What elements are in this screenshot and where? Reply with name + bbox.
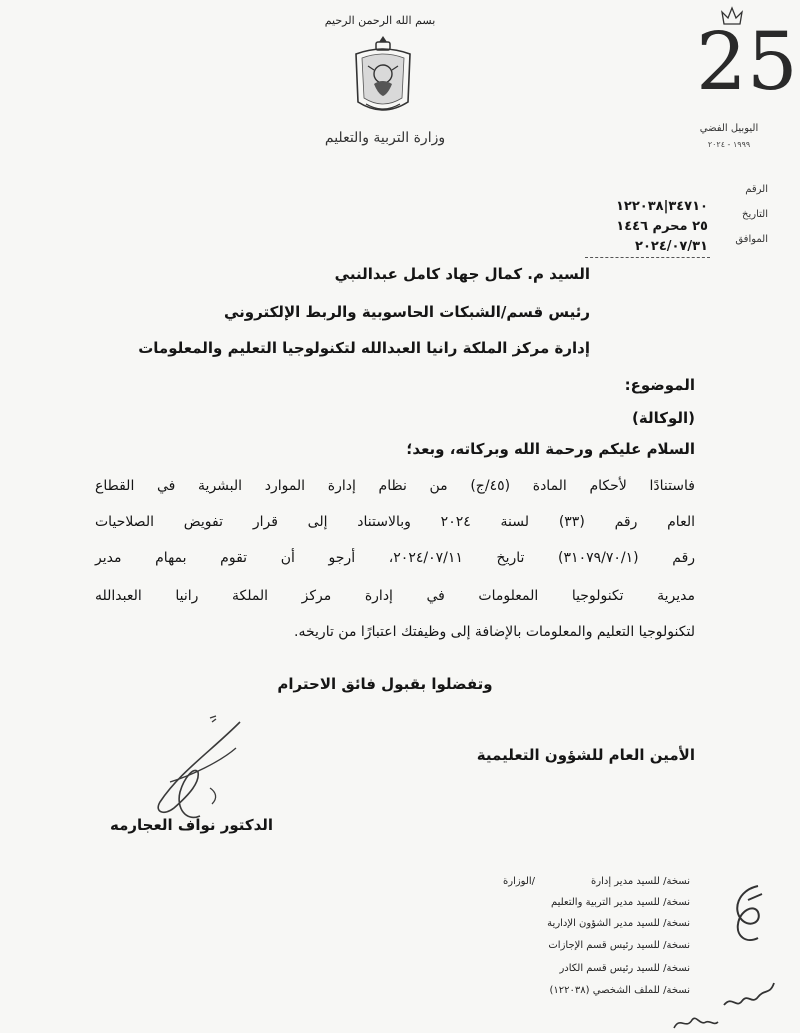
jubilee-years: ١٩٩٩ - ٢٠٢٤ <box>707 140 751 149</box>
addressee-department: إدارة مركز الملكة رانيا العبدالله لتكنولوجيا التعليم والمعلومات <box>138 339 590 357</box>
jubilee-number: 25 <box>696 15 798 108</box>
body-line: فاستنادًا لأحكام المادة (٤٥/ج) من نظام إدارة الموارد البشرية في القطاع <box>95 478 695 494</box>
signer-name: الدكتور نواف العجارمه <box>110 816 274 834</box>
reference-number-label: الرقم <box>745 184 768 195</box>
basmala: بسم الله الرحمن الرحيم <box>324 14 436 27</box>
reference-underline <box>585 257 710 258</box>
reference-equivalent-value: ٢٠٢٤/٠٧/٣١ <box>635 239 708 254</box>
coat-of-arms-icon <box>348 32 418 120</box>
subject-label: الموضوع: <box>624 376 695 394</box>
copy-line: نسخة/ للسيد مدير إدارة <box>591 876 690 887</box>
copy-line: نسخة/ للسيد مدير التربية والتعليم <box>550 897 690 908</box>
subject-value: (الوكالة) <box>632 409 695 427</box>
copy-line: نسخة/ للملف الشخصي (١٢٢٠٣٨) <box>549 985 690 996</box>
addressee-name: السيد م. كمال جهاد كامل عبدالنبي <box>334 265 590 283</box>
body-line: رقم (٣١٠٧٩/٧٠/١) تاريخ ٢٠٢٤/٠٧/١١، أرجو أن تقوم بمهام مدير <box>95 550 696 566</box>
copy-line: نسخة/ للسيد مدير الشؤون الإدارية <box>547 918 690 929</box>
initials-mark-icon <box>718 880 778 950</box>
ministry-name: وزارة التربية والتعليم <box>324 130 446 146</box>
reference-equivalent-label: الموافق <box>735 234 768 245</box>
greeting: السلام عليكم ورحمة الله وبركاته، وبعد؛ <box>406 440 695 458</box>
body-line: مديرية تكنولوجيا المعلومات في إدارة مركز الملكة رانيا العبدالله <box>95 588 695 604</box>
crown-icon <box>720 6 744 28</box>
signer-title: الأمين العام للشؤون التعليمية <box>476 746 695 764</box>
body-line: العام رقم (٣٣) لسنة ٢٠٢٤ وبالاستناد إلى قرار تفويض الصلاحيات <box>95 514 695 530</box>
reference-number-value: ٣٤٧١٠|١٢٢٠٣٨ <box>615 199 708 214</box>
closing-line: وتفضلوا بقبول فائق الاحترام <box>277 675 493 693</box>
initials-mark-icon <box>718 975 778 1015</box>
reference-date-label: التاريخ <box>742 209 768 220</box>
handwritten-signature-icon <box>140 712 250 842</box>
copy-line: نسخة/ للسيد رئيس قسم الكادر <box>559 963 690 974</box>
body-line: لتكنولوجيا التعليم والمعلومات بالإضافة إلى وظيفتك اعتبارًا من تاريخه. <box>294 624 695 640</box>
jubilee-label: اليوبيل الفضي <box>699 123 759 134</box>
initials-mark-icon <box>670 1010 720 1032</box>
copy-line: نسخة/ للسيد رئيس قسم الإجازات <box>548 940 690 951</box>
addressee-position: رئيس قسم/الشبكات الحاسوبية والربط الإلكتروني <box>224 303 590 321</box>
copy-ministry-note: /الوزارة <box>503 876 536 887</box>
reference-date-value: ٢٥ محرم ١٤٤٦ <box>616 219 708 234</box>
